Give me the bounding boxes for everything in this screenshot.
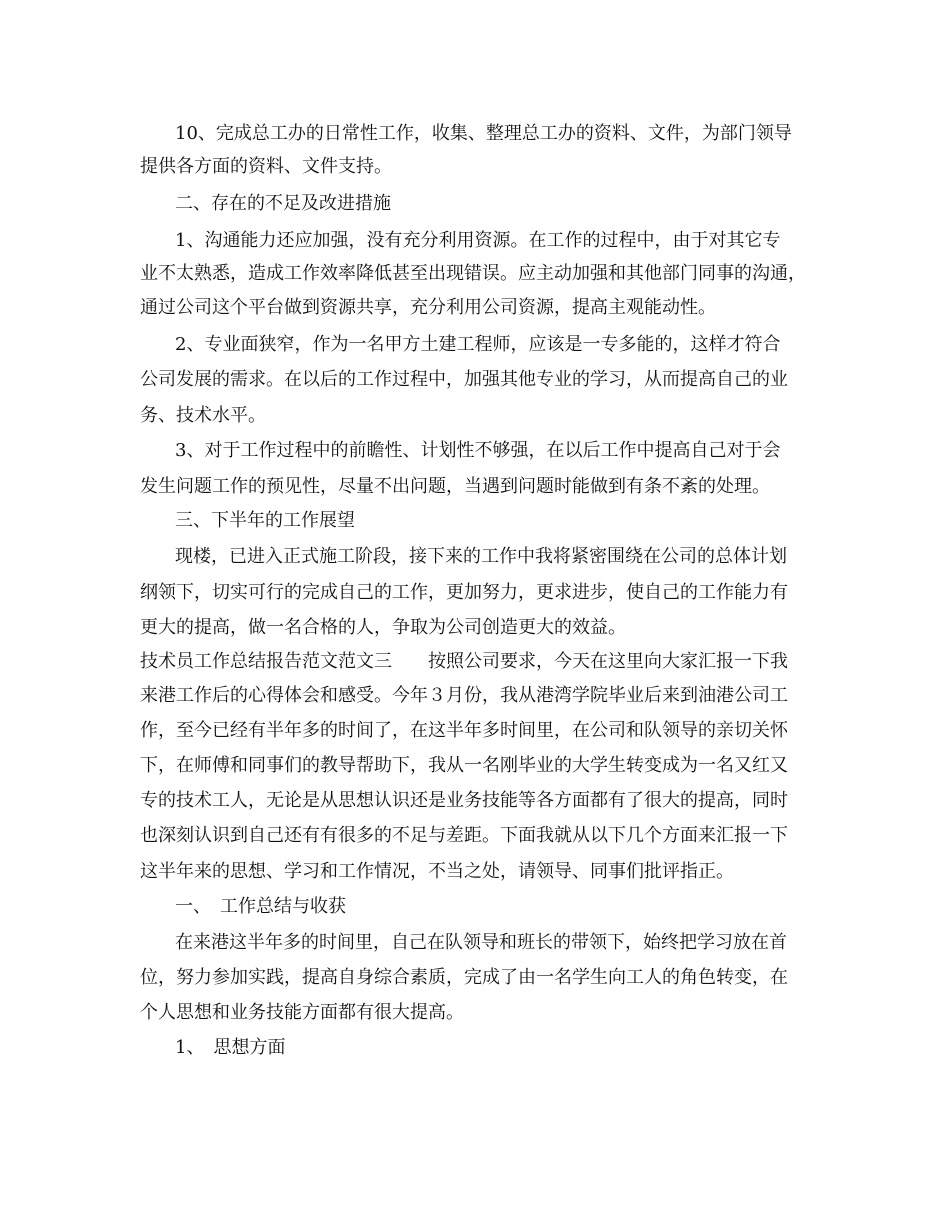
paragraph-line: 2、专业面狭窄，作为一名甲方土建工程师，应该是一专多能的，这样才符合 [175,334,781,355]
report-title-line: 技术员工作总结报告范文范文三 按照公司要求，今天在这里向大家汇报一下我 [140,651,788,672]
paragraph-line: 位，努力参加实践，提高自身综合素质，完成了由一名学生向工人的角色转变，在 [140,967,788,988]
paragraph-line: 也深刻认识到自己还有有很多的不足与差距。下面我就从以下几个方面来汇报一下 [140,825,788,846]
section-heading: 三、下半年的工作展望 [175,510,355,531]
paragraph-line: 在来港这半年多的时间里，自己在队领导和班长的带领下，始终把学习放在首 [175,932,787,953]
paragraph-line: 提供各方面的资料、文件支持。 [140,156,392,177]
paragraph-line: 下，在师傅和同事们的教导帮助下，我从一名刚毕业的大学生转变成为一名又红又 [140,755,788,776]
paragraph-line: 通过公司这个平台做到资源共享，充分利用公司资源，提高主观能动性。 [140,297,716,318]
paragraph-line: 业不太熟悉，造成工作效率降低甚至出现错误。应主动加强和其他部门同事的沟通， [140,263,806,284]
paragraph-line: 专的技术工人，无论是从思想认识还是业务技能等各方面都有了很大的提高，同时 [140,790,788,811]
paragraph-line: 现楼，已进入正式施工阶段，接下来的工作中我将紧密围绕在公司的总体计划 [175,546,787,567]
paragraph-line: 作，至今已经有半年多的时间了，在这半年多时间里，在公司和队领导的亲切关怀 [140,720,788,741]
section-heading: 一、 工作总结与收获 [175,896,346,917]
paragraph-line: 这半年来的思想、学习和工作情况，不当之处，请领导、同事们批评指正。 [140,861,734,882]
paragraph-line: 发生问题工作的预见性，尽量不出问题，当遇到问题时能做到有条不紊的处理。 [140,476,770,497]
paragraph-line: 纲领下，切实可行的完成自己的工作，更加努力，更求进步，使自己的工作能力有 [140,582,788,603]
paragraph-line: 务、技术水平。 [140,405,266,426]
paragraph-line: 公司发展的需求。在以后的工作过程中，加强其他专业的学习，从而提高自己的业 [140,369,788,390]
paragraph-line: 1、沟通能力还应加强，没有充分利用资源。在工作的过程中，由于对其它专 [175,230,781,251]
paragraph-line: 3、对于工作过程中的前瞻性、计划性不够强，在以后工作中提高自己对于会 [175,440,781,461]
paragraph-line: 个人思想和业务技能方面都有很大提高。 [140,1002,464,1023]
paragraph-line: 来港工作后的心得体会和感受。今年３月份，我从港湾学院毕业后来到油港公司工 [140,685,788,706]
paragraph-line: 更大的提高，做一名合格的人，争取为公司创造更大的效益。 [140,617,626,638]
section-heading: 二、存在的不足及改进措施 [175,193,391,214]
paragraph-line: 10、完成总工办的日常性工作，收集、整理总工办的资料、文件，为部门领导 [175,123,792,144]
subsection-heading: 1、 思想方面 [175,1037,286,1058]
